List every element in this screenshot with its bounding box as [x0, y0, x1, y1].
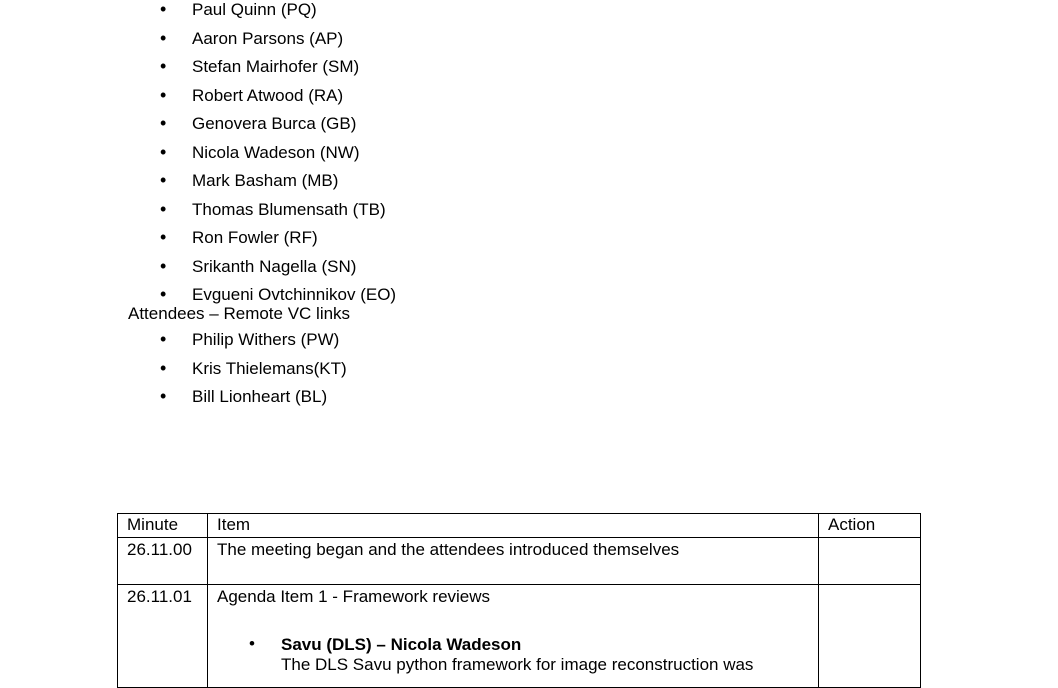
- framework-title: • Savu (DLS) – Nicola Wadeson: [281, 635, 522, 654]
- minute-cell: 26.11.01: [118, 585, 208, 688]
- minutes-table: [117, 513, 921, 688]
- agenda-item-title: Agenda Item 1 - Framework reviews: [217, 587, 491, 606]
- item-cell: [208, 585, 819, 688]
- list-item: • Kris Thielemans(KT): [160, 359, 347, 388]
- framework-list: [217, 635, 810, 675]
- list-item: • Nicola Wadeson (NW): [160, 143, 396, 172]
- item-column-header: Item: [208, 514, 819, 538]
- table-row: [118, 538, 921, 585]
- table-row: [118, 585, 921, 688]
- list-item: • Srikanth Nagella (SN): [160, 257, 396, 286]
- minute-column-header: Minute: [118, 514, 208, 538]
- list-item: • Thomas Blumensath (TB): [160, 200, 396, 229]
- list-item: • Robert Atwood (RA): [160, 86, 396, 115]
- framework-description: The DLS Savu python framework for image reconstruction was: [281, 655, 754, 674]
- list-item: • Bill Lionheart (BL): [160, 387, 347, 416]
- list-item: • Philip Withers (PW): [160, 330, 347, 359]
- remote-attendees-heading: Attendees – Remote VC links: [128, 304, 351, 323]
- minute-cell: 26.11.00: [118, 538, 208, 585]
- list-item: [249, 635, 810, 675]
- list-item: • Mark Basham (MB): [160, 171, 396, 200]
- attendees-remote-list: [160, 330, 347, 416]
- action-cell: [819, 585, 921, 688]
- item-cell: The meeting began and the attendees introduced themselves: [208, 538, 819, 585]
- list-item: • Aaron Parsons (AP): [160, 29, 396, 58]
- table-header-row: [118, 514, 921, 538]
- action-cell: [819, 538, 921, 585]
- list-item: • Evgueni Ovtchinnikov (EO): [160, 285, 396, 309]
- list-item: • Ron Fowler (RF): [160, 228, 396, 257]
- list-item: • Paul Quinn (PQ): [160, 0, 396, 29]
- attendees-in-person-list: [160, 0, 396, 309]
- list-item: • Stefan Mairhofer (SM): [160, 57, 396, 86]
- action-column-header: Action: [819, 514, 921, 538]
- list-item: • Genovera Burca (GB): [160, 114, 396, 143]
